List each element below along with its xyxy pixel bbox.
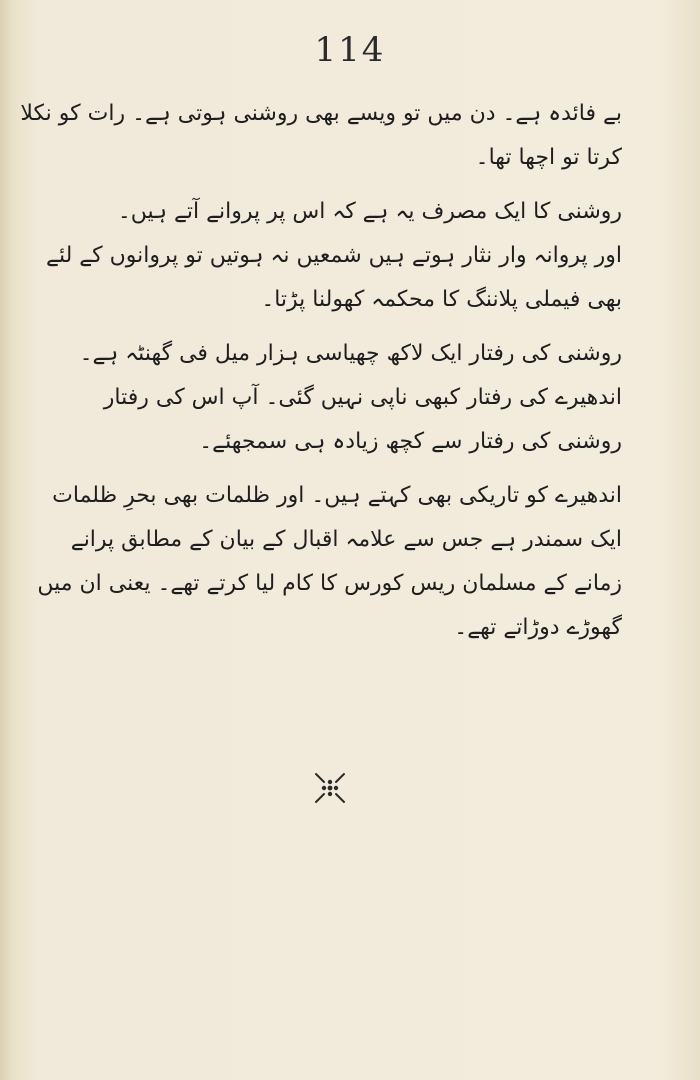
text-line: بے فائدہ ہے۔ دن میں تو ویسے بھی روشنی ہوتی ہے۔ رات کو نکلا: [20, 101, 622, 126]
text-line: کرتا تو اچھا تھا۔: [475, 145, 622, 170]
text-line: اندھیرے کو تاریکی بھی کہتے ہیں۔ اور ظلمات بھی بحرِ ظلمات: [52, 483, 622, 508]
text-line: زمانے کے مسلمان ریس کورس کا کام لیا کرتے تھے۔ یعنی ان میں: [37, 571, 622, 596]
text-line: روشنی کا ایک مصرف یہ ہے کہ اس پر پروانے آتے ہیں۔: [117, 199, 622, 224]
page-number: 114: [314, 30, 386, 70]
text-line: روشنی کی رفتار سے کچھ زیادہ ہی سمجھئے۔: [199, 429, 622, 454]
ornament-icon: [310, 768, 350, 808]
body-text: [22, 92, 622, 660]
text-line: روشنی کی رفتار ایک لاکھ چھیاسی ہزار میل فی گھنٹہ ہے۔: [79, 341, 622, 366]
paragraph: [22, 474, 622, 650]
text-line: گھوڑے دوڑاتے تھے۔: [454, 615, 622, 640]
text-line: بھی فیملی پلاننگ کا محکمہ کھولنا پڑتا۔: [261, 287, 622, 312]
paragraph: [22, 190, 622, 322]
text-line: اندھیرے کی رفتار کبھی ناپی نہیں گئی۔ آپ اس کی رفتار: [103, 385, 622, 410]
text-line: اور پروانہ وار نثار ہوتے ہیں شمعیں نہ ہوتیں تو پروانوں کے لئے: [46, 243, 622, 268]
paragraph: [22, 92, 622, 180]
text-line: ایک سمندر ہے جس سے علامہ اقبال کے بیان کے مطابق پرانے: [70, 527, 622, 552]
paragraph: [22, 332, 622, 464]
